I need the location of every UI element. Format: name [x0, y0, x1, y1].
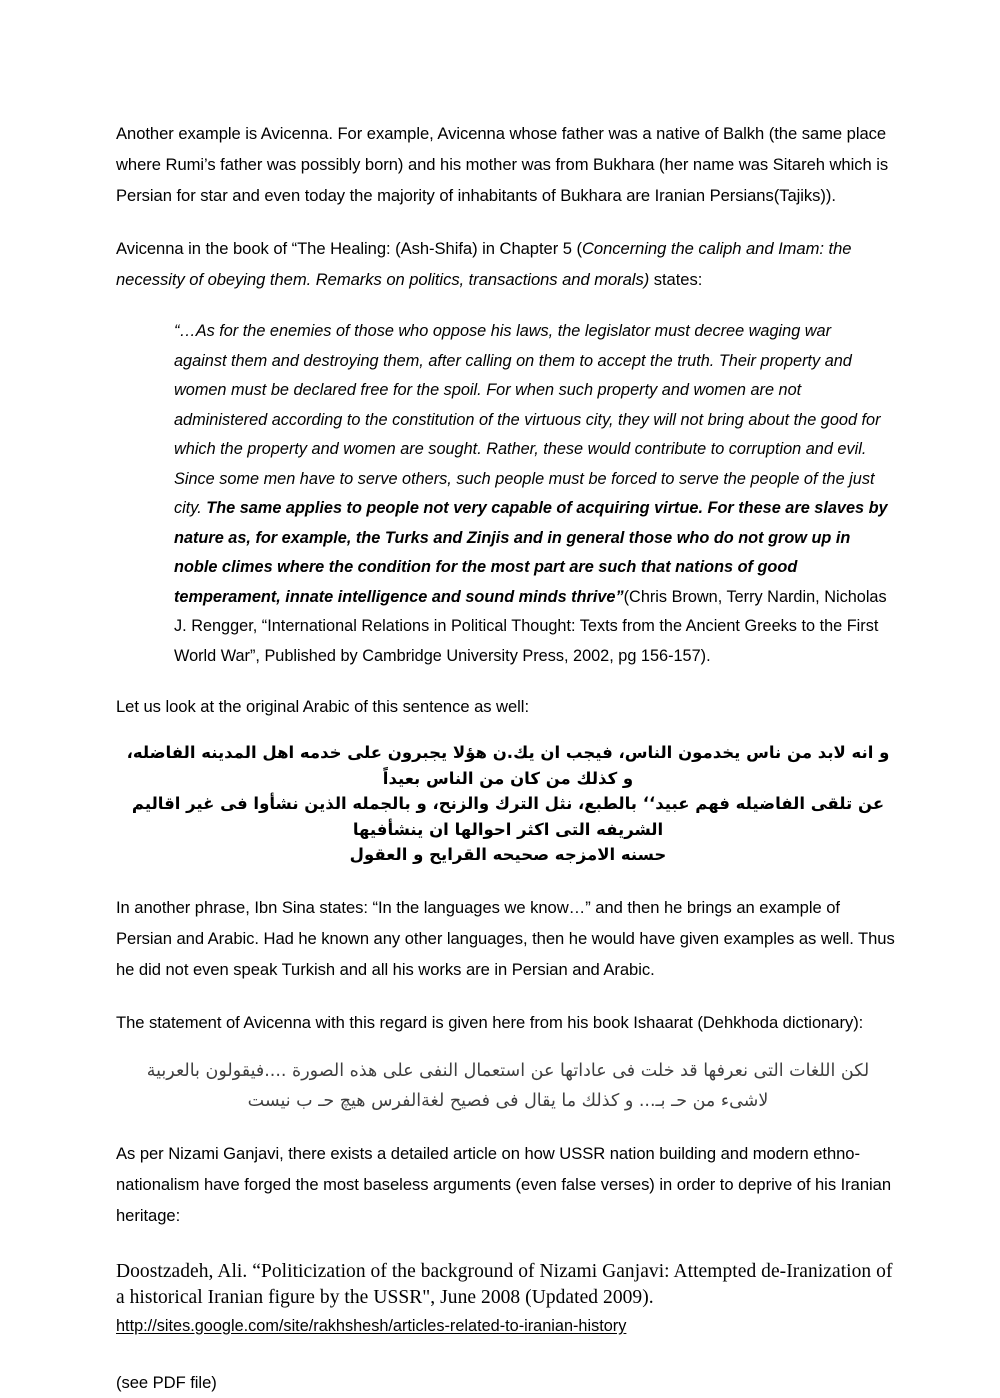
persian-quote-ishaarat [134, 1056, 882, 1116]
arabic-quote-line-1: و انه لابد من ناس يخدمون الناس، فيجب ان يك.ن هؤلا يجبرون على خدمه اهل المدينه الفاضله، و كذلك من كان من الناس بعيداً [126, 743, 890, 788]
paragraph-healing-reference [116, 233, 900, 295]
healing-tail-text: states: [649, 270, 703, 289]
citation-url-line [116, 1314, 900, 1339]
block-quote-ash-shifa [174, 317, 888, 671]
arabic-quote-bold [120, 740, 896, 868]
paragraph-ishaarat-statement: The statement of Avicenna with this regard is given here from his book Ishaarat (Dehkhoda dictionary): [116, 1012, 864, 1032]
citation-doostzadeh: Doostzadeh, Ali. “Politicization of the background of Nizami Ganjavi: Attempted de-Iranization of a historical Iranian figure by the USSR", June 2008 (Updated 2009). [116, 1260, 893, 1308]
arabic-quote-line-2: عن تلقى الفاضيله فهم عبيد‘‘ بالطبع، نثل الترك والزنح، و بالجمله الذين نشأوا فى غير اقاليم الشريفه التى اكثر احوالها ان ينشأفيها [131, 794, 885, 839]
citation-url-link[interactable]: http://sites.google.com/site/rakhshesh/articles-related-to-iranian-history [116, 1316, 627, 1335]
healing-italic-title: Concerning the caliph and Imam: the necessity of obeying them. Remarks on politics, transactions and morals) [116, 239, 852, 289]
paragraph-avicenna-intro: Another example is Avicenna. For example, Avicenna whose father was a native of Balkh (the same place where Rumi’s father was possibly born) and his mother was from Bukhara (her name was Sitareh which is Persian for star and even today the majority of inhabitants of Bukhara are Iranian Persians(Tajiks)). [116, 124, 889, 205]
quote-bold-italic-segment: The same applies to people not very capable of acquiring virtue. For these are slaves by nature as, for example, the Turks and Zinjis and in general those who do not grow up in noble climes where the condition for the most part are such that nations of good temperament, innate intelligence and sound minds thrive” [174, 499, 888, 606]
healing-lead-text: Avicenna in the book of “The Healing: (Ash-Shifa) in Chapter 5 ( [116, 239, 582, 258]
arabic-quote-line-3: حسنه الامزجه صحيحه القرايح و العقول [349, 845, 667, 864]
persian-quote-line-1: لكن اللغات التى نعرفها قد خلت فى عاداتها عن استعمال النفى على هذه الصورة ....فيقولون بالعربية [146, 1060, 870, 1081]
quote-source-citation: (Chris Brown, Terry Nardin, Nicholas J. Rengger, “International Relations in Political Thought: Texts from the Ancient Greeks to the First World War”, Published by Cambridge University Press, 2002, pg 156-157). [174, 587, 887, 665]
quote-italic-segment: “…As for the enemies of those who oppose his laws, the legislator must decree waging war against them and destroying them, after calling on them to accept the truth. Their property and women must be declared free for the spoil. For when such property and women are not administered according to the constitution of the virtuous city, they will not bring about the good for which the property and women are sought. Rather, these would contribute to corruption and evil. Since some men have to serve others, such people must be forced to serve the people of the just city. [174, 322, 881, 517]
paragraph-original-arabic-intro: Let us look at the original Arabic of this sentence as well: [116, 697, 530, 716]
closing-note-see-pdf: (see PDF file) [116, 1372, 217, 1392]
persian-quote-line-2: لاشىء من حـ بـ... و كذلك ما يقال فى فصيح لغةالفرس هيچ حـ ب نيست [247, 1090, 769, 1111]
paragraph-nizami-ganjavi: As per Nizami Ganjavi, there exists a detailed article on how USSR nation building and modern ethno-nationalism have forged the most baseless arguments (even false verses) in order to deprive of his Iranian heritage: [116, 1143, 892, 1225]
paragraph-ibn-sina-languages: In another phrase, Ibn Sina states: “In the languages we know…” and then he brings an example of Persian and Arabic. Had he known any other languages, then he would have given examples as well. Thus he did not even speak Turkish and all his works are in Persian and Arabic. [116, 897, 895, 979]
